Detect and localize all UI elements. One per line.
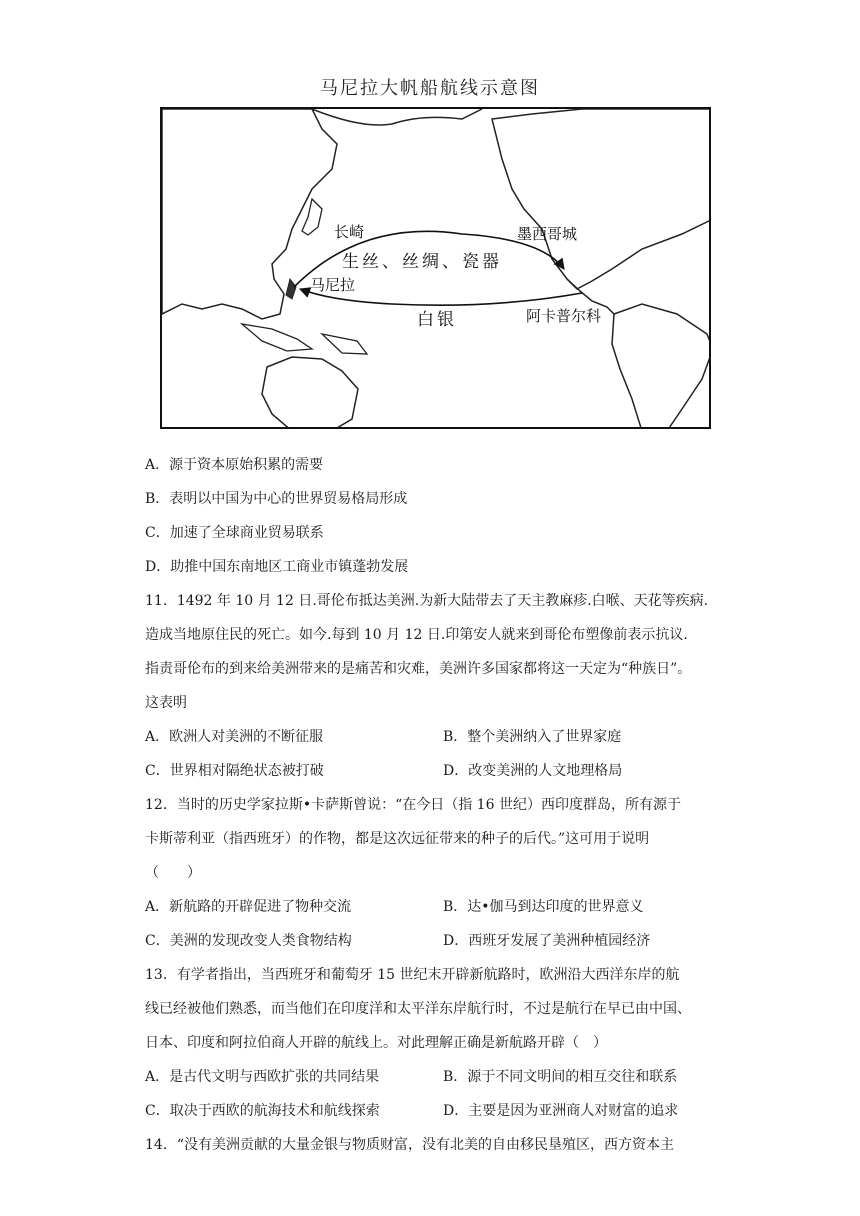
q11-stem-line: 11．1492 年 10 月 12 日.哥伦布抵达美洲.为新大陆带去了天主教麻疹.白喉、天花等疾病.	[145, 593, 709, 609]
label-mexico-city: 墨西哥城	[517, 225, 578, 243]
q12-option-a: A．新航路的开辟促进了物种交流	[145, 899, 352, 915]
australia	[262, 357, 358, 429]
q11-stem-line: 这表明	[145, 695, 187, 711]
q11-option-b: B．整个美洲纳入了世界家庭	[443, 729, 622, 745]
q13-stem-line: 13．有学者指出，当西班牙和葡萄牙 15 世纪末开辟新航路时，欧洲沿大西洋东岸的航	[145, 967, 680, 983]
q10-option-c: C．加速了全球商业贸易联系	[145, 525, 324, 541]
q11-stem-line: 指责哥伦布的到来给美洲带来的是痛苦和灾难，美洲许多国家都将这一天定为“种族日”。	[145, 661, 692, 677]
new-guinea	[322, 334, 367, 354]
q14-stem-line: 14．“没有美洲贡献的大量金银与物质财富，没有北美的自由移民垦殖区，西方资本主	[145, 1137, 674, 1153]
indonesia	[242, 324, 312, 351]
label-eastbound-goods: 生丝、丝绸、瓷器	[342, 252, 502, 272]
south-america	[612, 304, 711, 429]
northern-coast	[312, 109, 482, 125]
q12-stem-line: 卡斯蒂利亚（指西班牙）的作物，都是这次远征带来的种子的后代。”这可用于说明	[145, 831, 650, 847]
label-nagasaki: 长崎	[334, 223, 365, 241]
q13-stem-line: 线已经被他们熟悉，而当他们在印度洋和太平洋东岸航行时，不过是航行在早已由中国、	[145, 1001, 691, 1017]
q11-stem-line: 造成当地原住民的死亡。如今.每到 10 月 12 日.印第安人就来到哥伦布塑像前表示抗议.	[145, 627, 688, 643]
q12-option-c: C．美洲的发现改变人类食物结构	[145, 933, 352, 949]
q10-option-d: D．助推中国东南地区工商业市镇蓬勃发展	[145, 559, 409, 575]
q13-option-c: C．取决于西欧的航海技术和航线探索	[145, 1103, 380, 1119]
q13-stem-line: 日本、印度和阿拉伯商人开辟的航线上。对此理解正确是新航路开辟（ ）	[145, 1035, 607, 1051]
north-america	[492, 109, 711, 289]
q13-option-a: A．是古代文明与西欧扩张的共同结果	[145, 1069, 380, 1085]
q13-option-b: B．源于不同文明间的相互交往和联系	[443, 1069, 678, 1085]
label-manila: 马尼拉	[310, 276, 356, 294]
q12-stem-line: 12．当时的历史学家拉斯•卡萨斯曾说：“在今日（指 16 世纪）西印度群岛，所有源于	[145, 797, 681, 813]
q10-option-b: B．表明以中国为中心的世界贸易格局形成	[145, 491, 408, 507]
q12-answer-blank: （ ）	[145, 865, 201, 881]
q11-option-d: D．改变美洲的人文地理格局	[443, 763, 623, 779]
label-westbound-goods: 白银	[417, 310, 457, 330]
label-acapulco: 阿卡普尔科	[526, 307, 602, 325]
q11-option-a: A．欧洲人对美洲的不断征服	[145, 729, 324, 745]
q13-option-d: D．主要是因为亚洲商人对财富的追求	[443, 1103, 679, 1119]
galleon-route-map	[160, 107, 711, 429]
q12-option-d: D．西班牙发展了美洲种植园经济	[443, 933, 651, 949]
map-title: 马尼拉大帆船航线示意图	[320, 78, 540, 99]
q11-option-c: C．世界相对隔绝状态被打破	[145, 763, 324, 779]
philippines	[286, 279, 296, 299]
q10-option-a: A．源于资本原始积累的需要	[145, 457, 324, 473]
q12-option-b: B．达•伽马到达印度的世界意义	[443, 899, 644, 915]
